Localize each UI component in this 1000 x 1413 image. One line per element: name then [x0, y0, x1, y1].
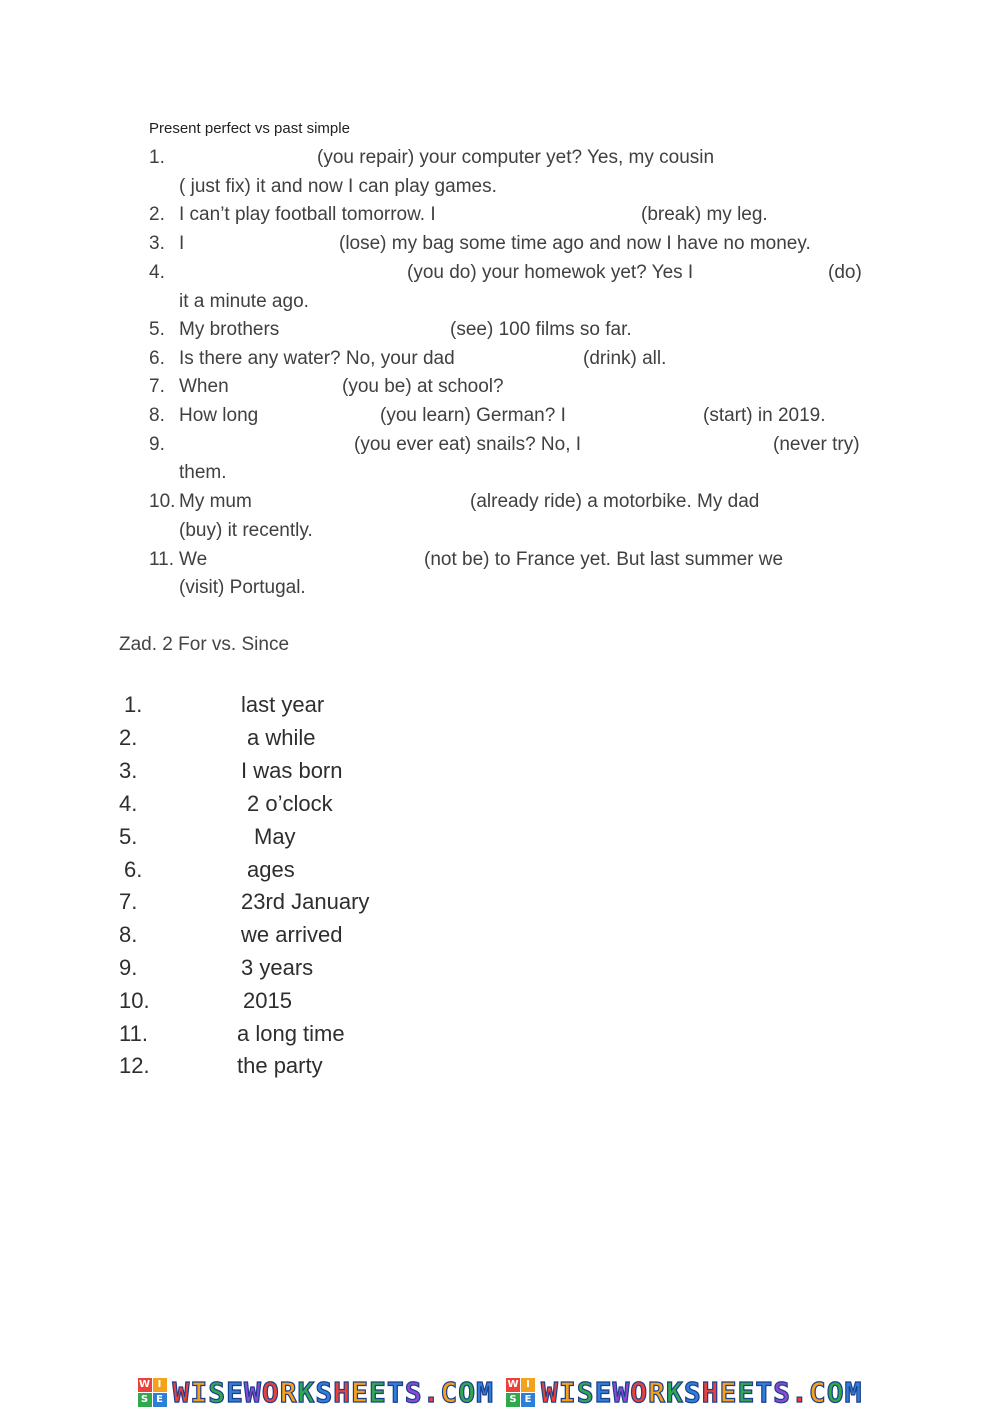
exercise-2-heading: Zad. 2 For vs. Since: [119, 634, 290, 655]
ex1-text: (see) 100 films so far.: [450, 319, 632, 340]
ex1-text: (start) in 2019.: [703, 405, 826, 426]
ex2-num: 7.: [119, 889, 138, 914]
ex1-text: We: [179, 549, 208, 570]
ex1-text: (never try): [773, 434, 860, 455]
watermark-letter: S: [315, 1376, 334, 1409]
watermark-letter: T: [755, 1376, 774, 1409]
ex1-num: 1.: [149, 147, 165, 168]
ex1-text: (you learn) German? I: [380, 405, 566, 426]
ex2-num: 3.: [119, 758, 138, 783]
watermark-letter: .: [791, 1376, 809, 1409]
ex1-text: (drink) all.: [583, 348, 667, 369]
ex2-num: 6.: [124, 857, 143, 882]
ex1-text: When: [179, 376, 229, 397]
ex1-text: Is there any water? No, your dad: [179, 348, 455, 369]
watermark-letter: E: [226, 1376, 244, 1409]
ex1-num: 6.: [149, 348, 165, 369]
ex1-text: it a minute ago.: [179, 291, 309, 312]
ex2-text: May: [254, 824, 296, 849]
watermark-letter: C: [808, 1376, 827, 1409]
watermark-letter: E: [351, 1376, 369, 1409]
watermark-letter: C: [440, 1376, 459, 1409]
ex2-text: last year: [241, 692, 325, 717]
wiseworksheets-logo-icon: W I S E: [138, 1378, 167, 1407]
ex1-text: (already ride) a motorbike. My dad: [470, 491, 760, 512]
watermark-text: [541, 1376, 862, 1409]
ex1-num: 8.: [149, 405, 165, 426]
ex2-num: 9.: [119, 955, 138, 980]
watermark-letter: W: [243, 1376, 262, 1409]
watermark-letter: E: [368, 1376, 387, 1409]
ex2-text: a while: [247, 725, 316, 750]
watermark-letter: O: [826, 1376, 845, 1409]
ex2-num: 2.: [119, 725, 138, 750]
watermark-letter: S: [208, 1376, 227, 1409]
watermark-letter: E: [594, 1376, 613, 1409]
ex1-text: My brothers: [179, 319, 280, 340]
watermark-letter: E: [737, 1376, 756, 1409]
ex1-text: I: [179, 233, 185, 254]
watermark-letter: S: [576, 1376, 595, 1409]
ex2-text: I was born: [241, 758, 343, 783]
watermark-letter: .: [422, 1376, 441, 1409]
ex2-num: 4.: [119, 791, 138, 816]
ex2-text: 2 o’clock: [247, 791, 333, 816]
footer-watermark: [0, 1372, 1000, 1413]
watermark-letter: W: [612, 1376, 631, 1409]
watermark-letter: S: [683, 1376, 702, 1409]
ex1-num: 2.: [149, 204, 165, 225]
ex1-num: 5.: [149, 319, 165, 340]
ex1-text: My mum: [179, 491, 252, 512]
ex1-num: 11.: [149, 549, 175, 570]
ex2-text: 3 years: [241, 955, 314, 980]
watermark-letter: M: [844, 1376, 863, 1409]
ex2-num: 5.: [119, 824, 138, 849]
ex2-num: 11.: [119, 1021, 148, 1046]
watermark-letter: H: [333, 1376, 352, 1409]
ex2-text: ages: [247, 857, 295, 882]
ex1-text: (you repair) your computer yet? Yes, my cousin: [317, 147, 715, 168]
watermark-letter: O: [458, 1376, 477, 1409]
watermark-letter: W: [172, 1376, 191, 1409]
ex2-text: we arrived: [241, 922, 343, 947]
watermark-letter: E: [719, 1376, 738, 1409]
ex1-text: them.: [179, 462, 227, 483]
ex2-text: 2015: [243, 988, 292, 1013]
ex1-text: (buy) it recently.: [179, 520, 313, 541]
wiseworksheets-logo-icon: W I S E: [506, 1378, 535, 1407]
ex1-text: ( just fix) it and now I can play games.: [179, 176, 497, 197]
watermark-letter: T: [386, 1376, 405, 1409]
ex2-num: 10.: [119, 988, 150, 1013]
ex1-num: 3.: [149, 233, 165, 254]
watermark-letter: R: [279, 1376, 298, 1409]
ex2-text: the party: [237, 1053, 323, 1078]
ex1-text: (break) my leg.: [641, 204, 768, 225]
watermark-letter: O: [630, 1376, 649, 1409]
watermark-letter: S: [404, 1376, 423, 1409]
ex2-num: 8.: [119, 922, 138, 947]
ex1-text: (you do) your homewok yet? Yes I: [407, 262, 694, 283]
ex1-text: (not be) to France yet. But last summer we: [424, 549, 784, 570]
watermark-letter: O: [261, 1376, 280, 1409]
watermark-letter: W: [541, 1376, 559, 1409]
ex1-num: 10.: [149, 491, 176, 512]
ex1-text: (you be) at school?: [342, 376, 504, 397]
watermark-text: [173, 1376, 494, 1409]
watermark-logo: [138, 1376, 494, 1409]
watermark-letter: M: [476, 1376, 494, 1409]
ex1-text: (you ever eat) snails? No, I: [354, 434, 582, 455]
watermark-letter: K: [666, 1376, 684, 1409]
watermark-logo: [506, 1376, 862, 1409]
watermark-letter: H: [701, 1376, 720, 1409]
ex1-text: (visit) Portugal.: [179, 577, 306, 598]
ex2-num: 12.: [119, 1053, 150, 1078]
ex1-text: (do): [828, 262, 862, 283]
ex2-num: 1.: [124, 692, 143, 717]
ex1-num: 9.: [149, 434, 165, 455]
watermark-letter: R: [648, 1376, 667, 1409]
page-title: Present perfect vs past simple: [149, 120, 350, 137]
ex1-num: 4.: [149, 262, 165, 283]
watermark-letter: I: [558, 1376, 577, 1409]
ex2-text: a long time: [237, 1021, 345, 1046]
watermark-letter: S: [773, 1376, 792, 1409]
ex1-text: How long: [179, 405, 259, 426]
ex2-text: 23rd January: [241, 889, 370, 914]
watermark-letter: K: [297, 1376, 316, 1409]
ex1-num: 7.: [149, 376, 165, 397]
ex1-text: I can’t play football tomorrow. I: [179, 204, 436, 225]
ex1-text: (lose) my bag some time ago and now I have no money.: [339, 233, 811, 254]
watermark-letter: I: [190, 1376, 209, 1409]
